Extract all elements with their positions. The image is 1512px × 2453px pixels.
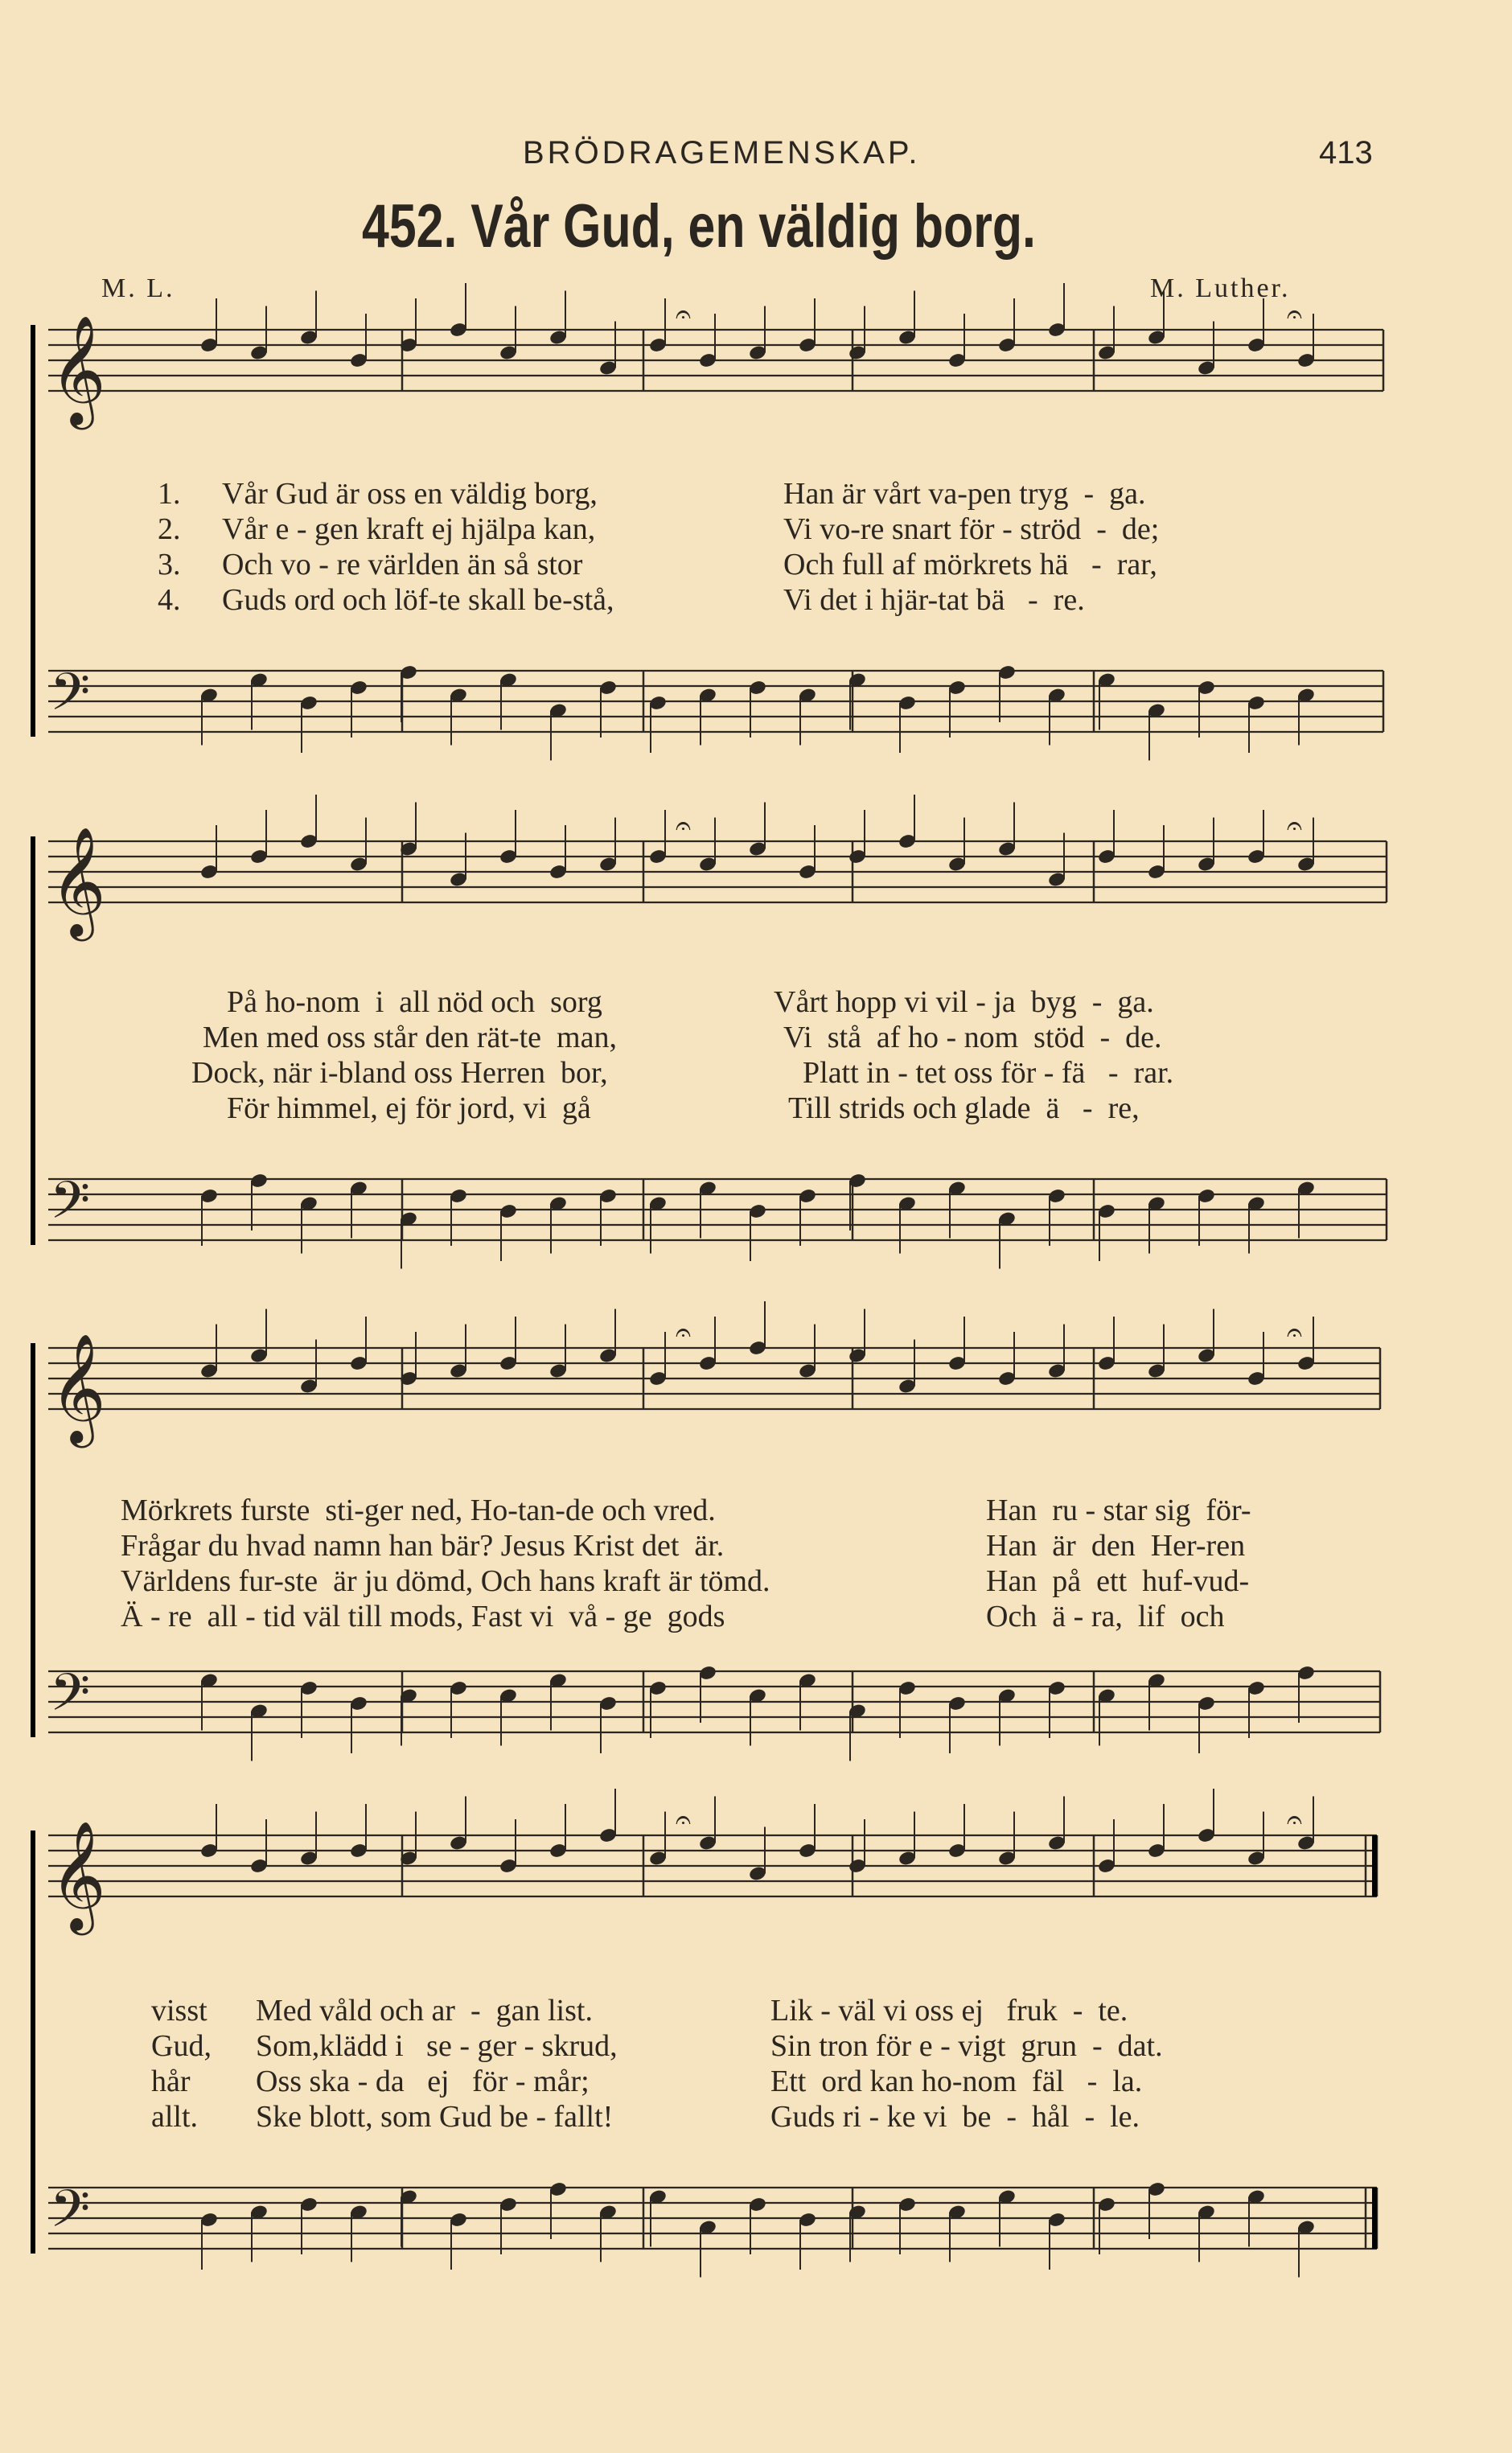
lyric-line: Till strids och glade ä - re, (788, 1091, 1140, 1125)
composer-credit: M. Luther. (1150, 273, 1291, 303)
lyric-line: Han ru - star sig för- (986, 1494, 1251, 1527)
fermata-icon: 𝄐 (676, 1804, 691, 1836)
bass-clef-icon: 𝄢 (50, 663, 91, 735)
lyric-line: Guds ord och löf-te skall be-stå, (222, 583, 614, 617)
fermata-icon: 𝄐 (1287, 298, 1302, 331)
fermata-icon: 𝄐 (1287, 1804, 1302, 1836)
fermata-icon: 𝄐 (676, 1317, 691, 1349)
verse-number: 4. (158, 583, 181, 617)
fermata-icon: 𝄐 (1287, 1317, 1302, 1349)
lyric-line: Oss ska - da ej för - mår; (256, 2065, 590, 2098)
lyric-line: På ho-nom i all nöd och sorg (227, 985, 602, 1019)
lyric-line: Han är den Her-ren (986, 1529, 1246, 1563)
lyric-line: Lik - väl vi oss ej fruk - te. (770, 1994, 1128, 2028)
lyric-line: Vi det i hjär-tat bä - re. (783, 583, 1085, 617)
lyric-line: Och vo - re världen än så stor (222, 548, 583, 581)
lyric-line: Vårt hopp vi vil - ja byg - ga. (774, 985, 1154, 1019)
lyric-line: Mörkrets furste sti-ger ned, Ho-tan-de och vred. (121, 1494, 716, 1527)
lyric-line: Ä - re all - tid väl till mods, Fast vi vå - ge gods (121, 1600, 725, 1633)
lyric-line: Sin tron för e - vigt grun - dat. (770, 2029, 1163, 2063)
treble-clef-icon: 𝄞 (50, 1332, 106, 1443)
lyric-line: Han på ett huf-vud- (986, 1564, 1250, 1598)
hymn-title: 452. Vår Gud, en väldig borg. (362, 192, 1036, 261)
final-barline (1372, 2188, 1377, 2249)
lyrics-system-2 (0, 984, 1512, 1137)
bass-clef-icon: 𝄢 (50, 1171, 91, 1243)
lyric-line: Ett ord kan ho-nom fäl - la. (770, 2065, 1143, 2098)
lyric-line: Och ä - ra, lif och (986, 1600, 1225, 1633)
lyric-line: Som,klädd i se - ger - skrud, (256, 2029, 618, 2063)
page-number: 413 (1319, 135, 1373, 171)
lyric-line: Gud, (151, 2029, 212, 2063)
lyric-line: Ske blott, som Gud be - fallt! (256, 2100, 614, 2134)
treble-clef-icon: 𝄞 (50, 825, 106, 936)
treble-clef-icon: 𝄞 (50, 314, 106, 425)
lyric-line: Vår e - gen kraft ej hjälpa kan, (222, 512, 596, 546)
lyric-line: Vår Gud är oss en väldig borg, (222, 477, 598, 511)
lyric-line: allt. (151, 2100, 199, 2134)
section-heading: BRÖDRAGEMENSKAP. (523, 135, 921, 171)
bass-clef-icon: 𝄢 (50, 1663, 91, 1736)
lyric-line: För himmel, ej för jord, vi gå (227, 1091, 591, 1125)
lyrics-system-4 (0, 1993, 1512, 2146)
verse-number: 3. (158, 548, 181, 581)
lyric-line: Och full af mörkrets hä - rar, (783, 548, 1157, 581)
lyric-line: Med våld och ar - gan list. (256, 1994, 593, 2028)
lyric-line: Vi vo-re snart för - ströd - de; (783, 512, 1160, 546)
lyric-line: hår (151, 2065, 191, 2098)
fermata-icon: 𝄐 (676, 298, 691, 331)
lyric-line: Guds ri - ke vi be - hål - le. (770, 2100, 1140, 2134)
lyric-line: Dock, när i-bland oss Herren bor, (191, 1056, 608, 1090)
fermata-icon: 𝄐 (1287, 810, 1302, 842)
lyric-line: Frågar du hvad namn han bär? Jesus Krist det är. (121, 1529, 725, 1563)
treble-clef-icon: 𝄞 (50, 1819, 106, 1930)
lyric-line: visst (151, 1994, 207, 2028)
lyrics-system-3 (0, 1493, 1512, 1646)
lyric-line: Världens fur-ste är ju dömd, Och hans kraft är tömd. (121, 1564, 770, 1598)
final-barline (1372, 1835, 1377, 1896)
lyrics-system-1 (0, 476, 1512, 629)
verse-number: 2. (158, 512, 181, 546)
lyric-line: Platt in - tet oss för - fä - rar. (803, 1056, 1174, 1090)
lyric-line: Vi stå af ho - nom stöd - de. (783, 1021, 1162, 1054)
lyricist-credit: M. L. (101, 273, 175, 303)
lyric-line: Men med oss står den rät-te man, (203, 1021, 617, 1054)
lyric-line: Han är vårt va-pen tryg - ga. (783, 477, 1146, 511)
bass-clef-icon: 𝄢 (50, 2180, 91, 2252)
fermata-icon: 𝄐 (676, 810, 691, 842)
verse-number: 1. (158, 477, 181, 511)
